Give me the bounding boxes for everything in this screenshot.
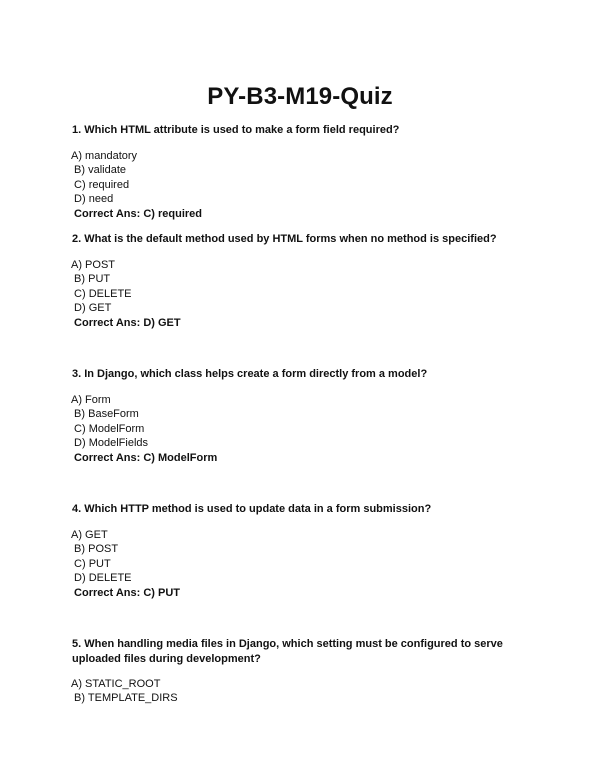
question-1-options	[71, 149, 371, 221]
question-2-options	[71, 258, 371, 330]
question-1-option-c: C) required	[71, 178, 130, 191]
question-1-option-b: B) validate	[71, 164, 127, 177]
question-4-text: 4. Which HTTP method is used to update data in a form submission?	[72, 503, 432, 515]
question-5-option-a: A) STATIC_ROOT	[71, 678, 161, 690]
question-4-option-a: A) GET	[71, 529, 108, 541]
question-5-text: 5. When handling media files in Django, which setting must be configured to serve uploaded files during development?	[72, 638, 503, 665]
question-3-options	[71, 393, 371, 465]
question-3-correct-answer: Correct Ans: C) ModelForm	[71, 451, 218, 464]
question-2-option-d: D) GET	[71, 302, 112, 315]
question-4-option-d: D) DELETE	[71, 572, 132, 585]
question-2-option-b: B) PUT	[71, 273, 111, 286]
question-5-options	[71, 677, 371, 706]
question-4-option-c: C) PUT	[71, 557, 111, 570]
question-2-correct-answer: Correct Ans: D) GET	[71, 316, 181, 329]
question-1-option-d: D) need	[71, 193, 114, 206]
question-4-correct-answer: Correct Ans: C) PUT	[71, 586, 180, 599]
question-1-correct-answer: Correct Ans: C) required	[71, 207, 203, 220]
question-2-option-c: C) DELETE	[71, 287, 132, 300]
question-3-option-b: B) BaseForm	[71, 408, 139, 421]
question-5-option-b: B) TEMPLATE_DIRS	[71, 692, 178, 705]
question-4-options	[71, 528, 371, 600]
question-4-option-b: B) POST	[71, 543, 119, 556]
question-3-option-d: D) ModelFields	[71, 437, 149, 450]
question-2-option-a: A) POST	[71, 259, 116, 271]
question-3-option-a: A) Form	[71, 394, 111, 406]
question-1-text: 1. Which HTML attribute is used to make a form field required?	[72, 124, 400, 136]
question-3-text: 3. In Django, which class helps create a form directly from a model?	[72, 368, 428, 380]
question-1-option-a: A) mandatory	[71, 150, 138, 162]
page-title: PY-B3-M19-Quiz	[207, 83, 393, 110]
question-3-option-c: C) ModelForm	[71, 422, 145, 435]
question-2-text: 2. What is the default method used by HTML forms when no method is specified?	[72, 233, 497, 245]
